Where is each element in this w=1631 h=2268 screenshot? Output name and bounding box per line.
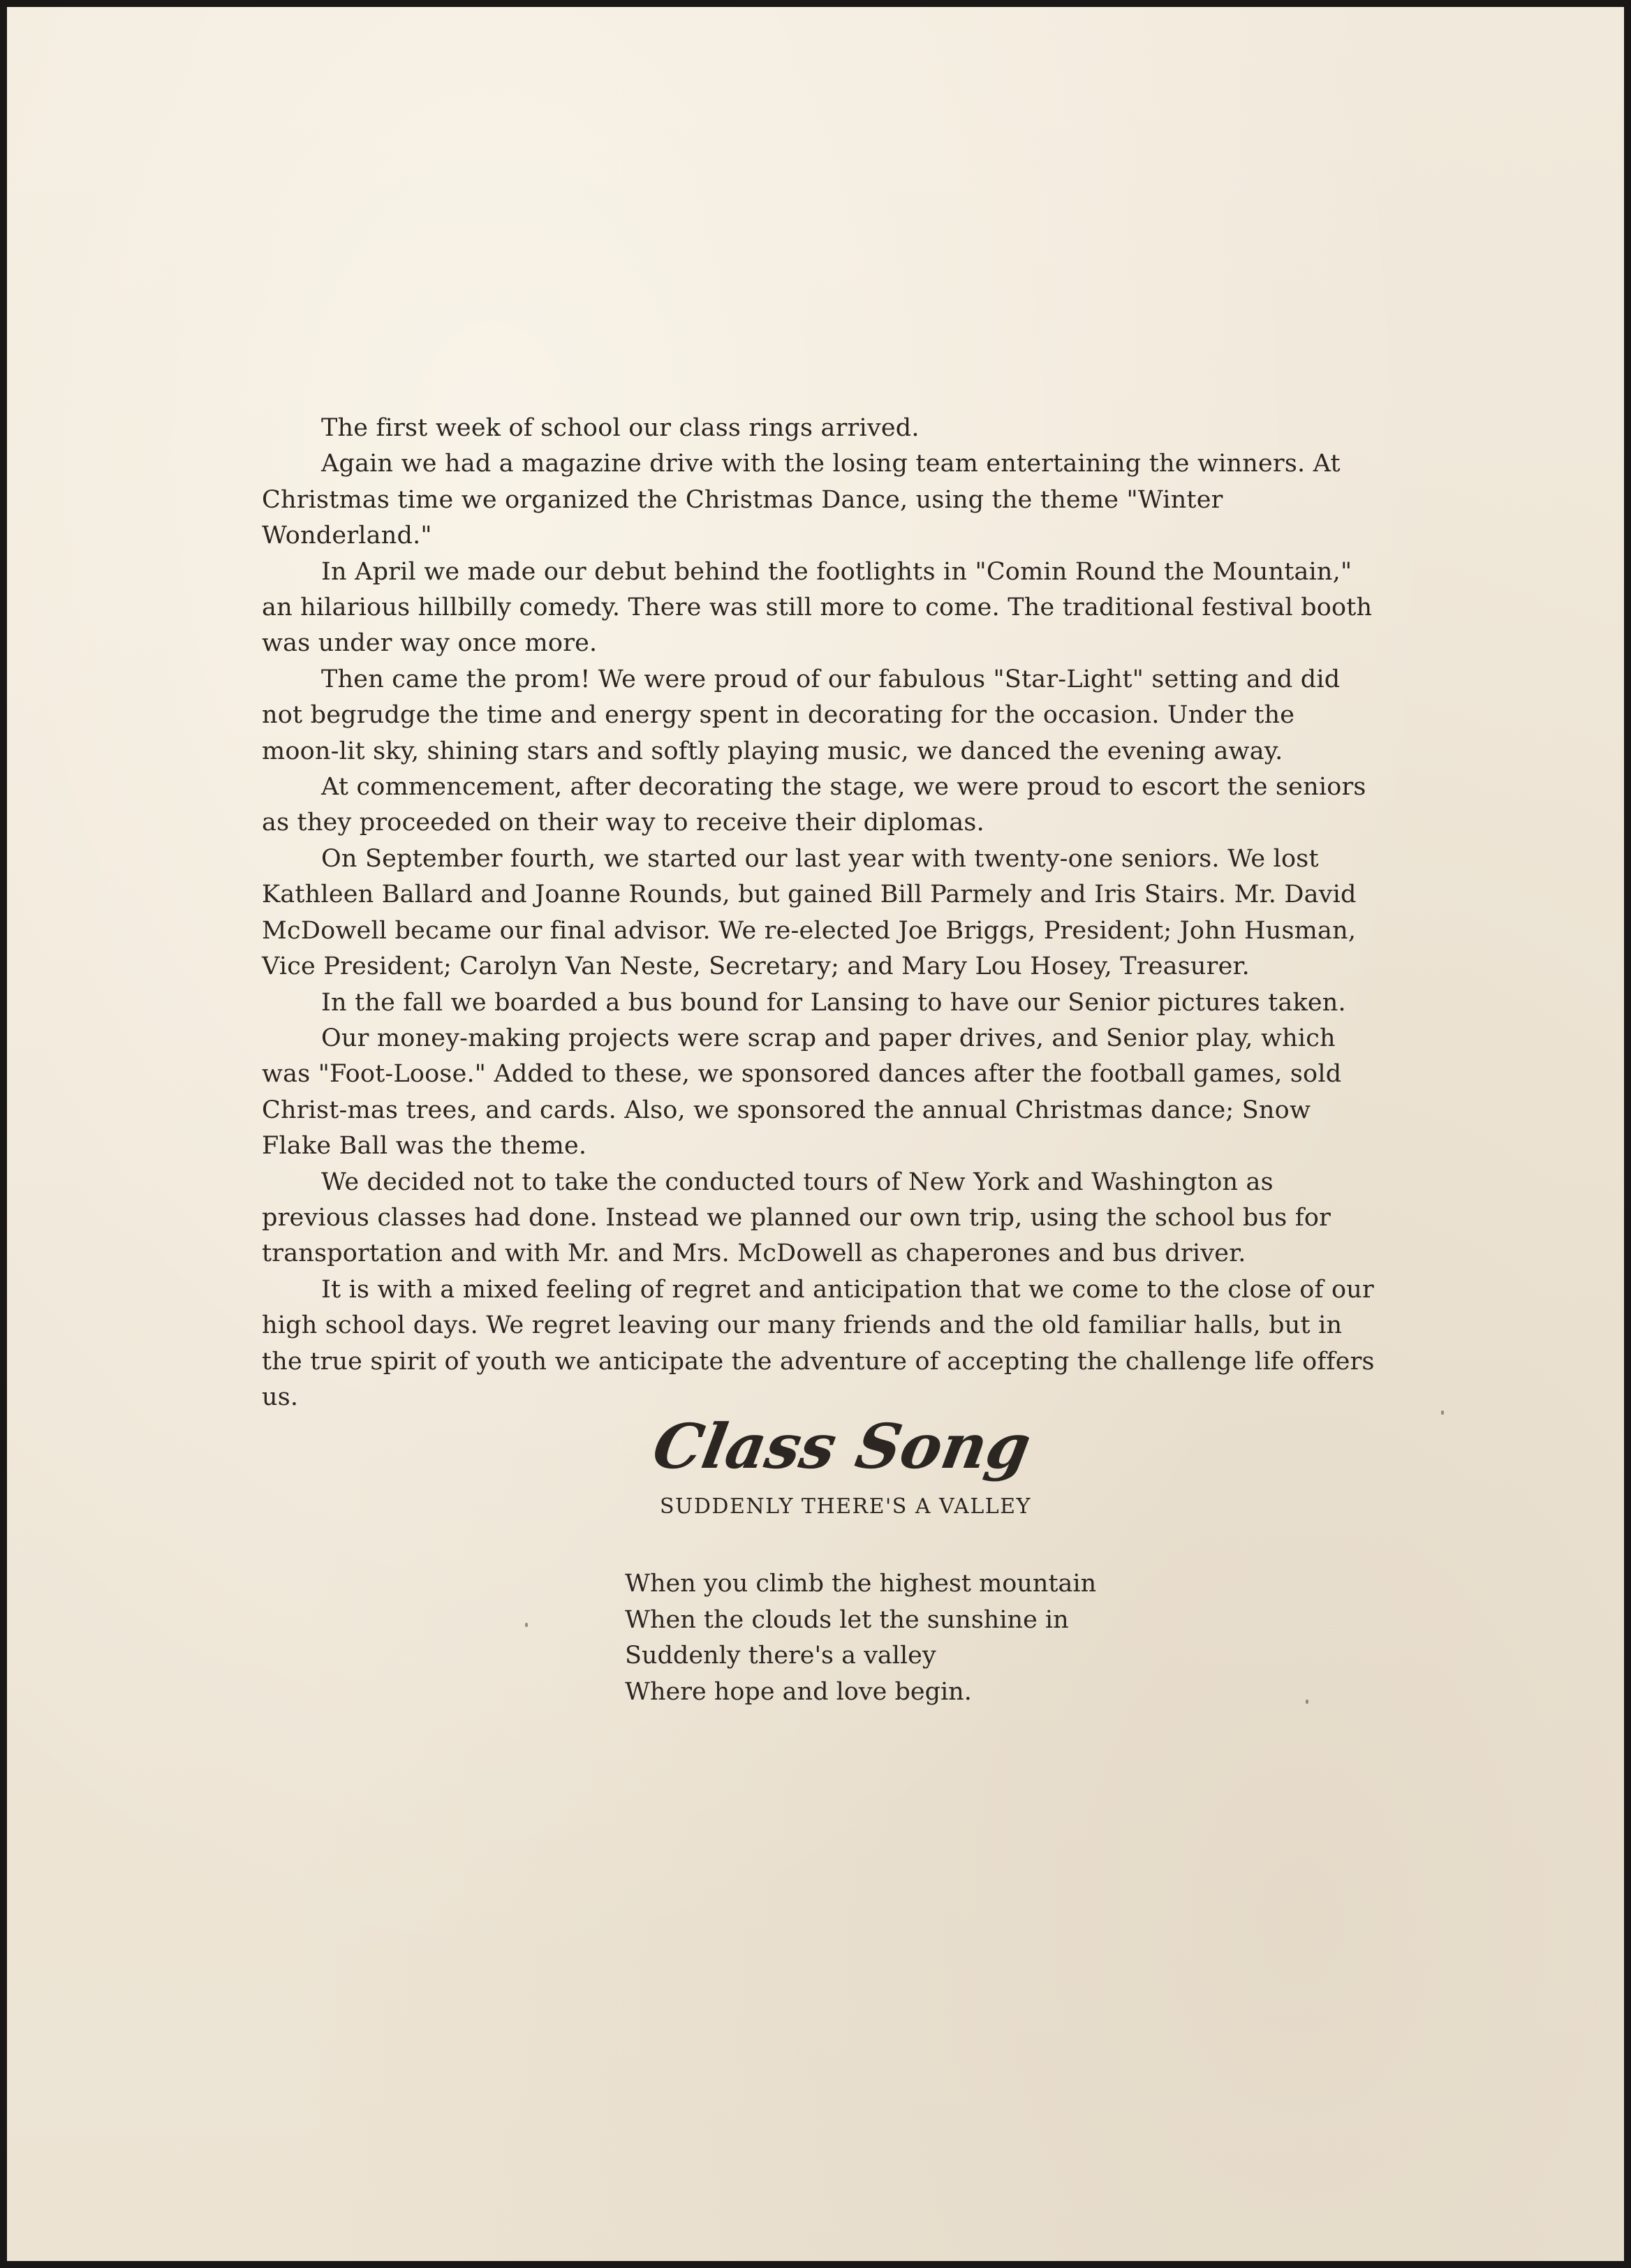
paragraph-class-play: In April we made our debut behind the footlights in "Comin Round the Mountain," an hilarious hillbilly comedy. There was still more to come. The traditional festival booth was under way once more. bbox=[262, 557, 1373, 658]
paragraph-money-making: Our money-making projects were scrap and paper drives, and Senior play, which was "Foot-Loose." Added to these, we sponsored dances after the football games, sold Christ-mas trees, and cards. Also, we sponsored the annual Christmas dance; Snow Flake Ball was the theme. bbox=[262, 1024, 1342, 1161]
class-song-heading bbox=[647, 1410, 1036, 1487]
paragraph-senior-year: On September fourth, we started our last year with twenty-one seniors. We lost Kathleen Ballard and Joanne Rounds, but gained Bill Parmely and Iris Stairs. Mr. David McDowell became our final advisor. We re-elected Joe Briggs, President; John Husman, Vice President; Carolyn Van Neste, Secretary; and Mary Lou Hosey, Treasurer. bbox=[262, 844, 1357, 981]
yearbook-page bbox=[7, 7, 1624, 2261]
paragraph-commencement: At commencement, after decorating the stage, we were proud to escort the seniors as they proceeded on their way to receive their diplomas. bbox=[262, 773, 1366, 837]
paragraph-prom: Then came the prom! We were proud of our fabulous "Star-Light" setting and did not begrudge the time and energy spent in decorating for the occasion. Under the moon-lit sky, shining stars and softly playing music, we danced the evening away. bbox=[262, 665, 1341, 765]
paragraph-magazine-drive: Again we had a magazine drive with the losing team entertaining the winners. At Christmas time we organized the Christmas Dance, using the theme "Winter Wonderland." bbox=[262, 450, 1341, 550]
lyric-line: Where hope and love begin. bbox=[625, 1677, 972, 1706]
class-song-heading-text: Class Song bbox=[647, 1410, 1036, 1482]
paper-speck bbox=[1441, 1411, 1444, 1415]
paper-speck bbox=[1306, 1700, 1308, 1704]
class-song-heading-art bbox=[647, 1410, 1036, 1487]
song-title: SUDDENLY THERE'S A VALLEY bbox=[660, 1494, 1031, 1519]
lyric-line: When you climb the highest mountain bbox=[625, 1570, 1097, 1598]
song-lyrics bbox=[625, 1566, 1096, 1710]
paragraph-class-rings: The first week of school our class rings arrived. bbox=[321, 414, 920, 442]
class-history-text bbox=[262, 411, 1379, 1415]
lyric-line: When the clouds let the sunshine in bbox=[625, 1605, 1069, 1634]
paper-speck bbox=[525, 1623, 528, 1627]
paragraph-closing: It is with a mixed feeling of regret and anticipation that we come to the close of our high school days. We regret leaving our many friends and the old familiar halls, but in the true spirit of youth we anticipate the adventure of accepting the challenge life offers us. bbox=[262, 1275, 1375, 1411]
paragraph-senior-pictures: In the fall we boarded a bus bound for Lansing to have our Senior pictures taken. bbox=[321, 988, 1346, 1017]
paragraph-class-trip: We decided not to take the conducted tours of New York and Washington as previous classes had done. Instead we planned our own trip, using the school bus for transportation and with Mr. and Mrs. McDowell as chaperones and bus driver. bbox=[262, 1168, 1331, 1268]
lyric-line: Suddenly there's a valley bbox=[625, 1642, 936, 1670]
